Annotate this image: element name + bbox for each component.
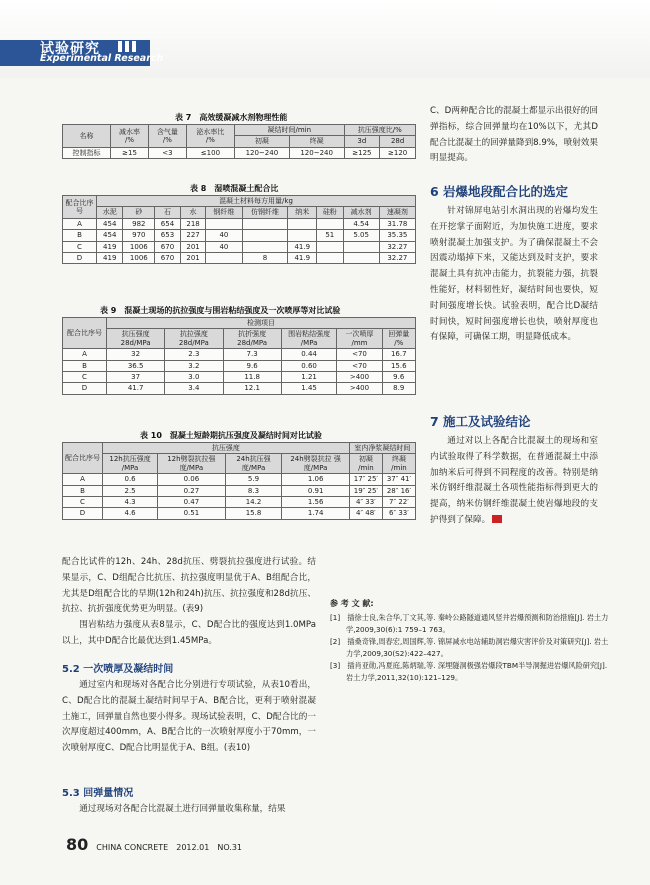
table9-caption: 表 9 混凝土现场的抗拉强度与围岩粘结强度及一次喷厚等对比试验 — [100, 306, 341, 315]
table-cell: ≤100 — [186, 147, 234, 158]
table-cell: A — [63, 474, 103, 485]
table-cell: 0.27 — [158, 485, 226, 496]
column-header: 抗拉强度 28d/MPa — [165, 329, 223, 349]
banner-bars-icon — [118, 41, 136, 52]
table-cell: 28″ 16′ — [382, 485, 415, 496]
table-row — [63, 230, 416, 241]
table9 — [62, 317, 416, 395]
table-cell: 1.21 — [281, 371, 337, 382]
table-cell: 0.91 — [282, 485, 350, 496]
table-cell: <3 — [148, 147, 186, 158]
column-header: 速凝剂 — [379, 207, 415, 218]
column-header: 钢纤维 — [206, 207, 242, 218]
table-cell: 3.0 — [165, 371, 223, 382]
table-cell: 670 — [155, 252, 181, 263]
table-cell — [206, 252, 242, 263]
table-cell: 201 — [180, 252, 206, 263]
reference-item: [1] 插徐士良,朱合华,丁文其,等. 秦岭公路隧道通风竖井岩爆预测和防治措施[J]. 岩土力学,2009,30(6):1 759–1 763。 — [330, 613, 609, 634]
t9-h-mix: 配合比序号 — [63, 318, 107, 349]
column-header: 仿钢纤维 — [242, 207, 288, 218]
table-cell: 1006 — [123, 241, 155, 252]
table-cell: 982 — [123, 218, 155, 229]
table-cell: 9.6 — [382, 371, 416, 382]
table10 — [62, 442, 416, 520]
table-cell: 0.47 — [158, 496, 226, 507]
table-cell: ≥125 — [344, 147, 380, 158]
paragraph: C、D两种配合比的混凝土都显示出很好的回弹指标，综合回弹量均在10%以下，尤其D配合比混凝土的回弹量降到8.9%，喷射效果明显提高。 — [430, 106, 598, 164]
t7-h-comp-3d: 3d — [344, 136, 380, 147]
page-number: 80 — [66, 835, 89, 854]
table-cell: 419 — [97, 252, 123, 263]
column-header: 抗压强度 28d/MPa — [107, 329, 165, 349]
paragraph: 针对锦屏电站引水洞出现的岩爆均发生在开挖掌子面附近，为加快施工进度，要求喷射混凝土加强支护。为了确保混凝土不会因震动塌掉下来，又能达到及时支护，要求混凝土具有抗冲击能力，抗裂能力强，抗裂性能好，材料韧性好，凝结时间也要快，短时间强度增长快。试验表明，配合比D凝结时间快，短时间强度增长也快，喷射厚度也有保障，可确保工期，明显降低成本。 — [430, 206, 598, 343]
table7-caption: 表 7 高效缓凝减水剂物理性能 — [175, 113, 288, 122]
column-header: 回弹量 /% — [382, 329, 416, 349]
t7-h-comp: 抗压强度比/% — [344, 125, 415, 136]
t7-h-bleed: 泌水率比 /% — [186, 125, 234, 148]
table-cell: A — [63, 349, 107, 360]
t10-h-lab: 室内净浆凝结时间 — [349, 443, 415, 454]
journal-name: CHINA CONCRETE — [96, 843, 169, 852]
table10-caption: 表 10 混凝土短龄期抗压强度及凝结时间对比试验 — [140, 431, 322, 440]
paragraph: 通过现场对各配合比混凝土进行回弹量收集称量，结果 — [79, 804, 286, 814]
table-cell: 15.8 — [225, 508, 282, 519]
paragraph: 围岩粘结力强度从表8显示，C、D配合比的强度达到1.0MPa以上，其中D配合比最优达到1.45MPa。 — [62, 620, 316, 646]
table-cell — [242, 218, 288, 229]
table-cell: 201 — [180, 241, 206, 252]
table-cell: 15.6 — [382, 360, 416, 371]
right-body-3 — [430, 434, 598, 529]
table-cell: >400 — [337, 371, 382, 382]
table-cell: 3.4 — [165, 383, 223, 394]
table-row — [63, 360, 416, 371]
table-cell: 654 — [155, 218, 181, 229]
reference-item: [3] 插肖亚勋,冯夏庭,陈炳瑞,等. 深埋隧洞极强岩爆段TBM半导洞掘进岩爆风险研究[J]. 岩土力学,2011,32(10):121–129。 — [330, 661, 608, 682]
table8 — [62, 195, 416, 264]
table-cell: 12.1 — [223, 383, 281, 394]
table-cell: 454 — [97, 230, 123, 241]
issue-number: NO.31 — [217, 843, 243, 852]
section-heading: 6 岩爆地段配合比的选定 — [430, 184, 569, 199]
paragraph: 通过室内和现场对各配合比分别进行专项试验，从表10看出，C、D配合比的混凝土凝结时间早于A、B配合比，更利于喷射混凝土施工，回弹量自然也要小得多。现场试验表明，C、D配合比的一次厚度超过400mm，A、B配合比的一次喷射厚度小于70mm，一次喷射厚度C、D配合比明显优于A、B组。(表10) — [62, 680, 316, 754]
table-cell: 2.5 — [103, 485, 158, 496]
column-header: 围岩粘结强度 /MPa — [281, 329, 337, 349]
table-row — [63, 383, 416, 394]
table-cell: ≥120 — [380, 147, 416, 158]
t7-h-name: 名称 — [63, 125, 111, 148]
table-cell: <70 — [337, 360, 382, 371]
t10-h-strength: 抗压强度 — [103, 443, 350, 454]
column-header: 减水剂 — [343, 207, 379, 218]
table-row — [63, 496, 416, 507]
column-header: 初凝 /min — [349, 454, 382, 474]
table-cell — [242, 230, 288, 241]
table-cell — [288, 218, 317, 229]
table-cell: D — [63, 252, 97, 263]
table-cell: 4.6 — [103, 508, 158, 519]
table-row — [63, 241, 416, 252]
t7-h-air: 含气量 /% — [148, 125, 186, 148]
column-header: 终凝 /min — [382, 454, 415, 474]
t7-h-comp-28d: 28d — [380, 136, 416, 147]
table-cell: 4.54 — [343, 218, 379, 229]
table-cell: 218 — [180, 218, 206, 229]
column-header: 24h劈裂抗拉 强度/MPa — [282, 454, 350, 474]
table-cell: 41.9 — [288, 241, 317, 252]
table-cell: 控制指标 — [63, 147, 111, 158]
table-cell: 5.05 — [343, 230, 379, 241]
t7-h-water: 减水率 /% — [111, 125, 149, 148]
column-header: 24h抗压强 度/MPa — [225, 454, 282, 474]
table-cell: 4″ 48′ — [349, 508, 382, 519]
t10-h-mix: 配合比序号 — [63, 443, 103, 474]
t8-h-group: 混凝土材料每方用量/kg — [97, 196, 416, 207]
table-cell: 8.9 — [382, 383, 416, 394]
table-cell: 419 — [97, 241, 123, 252]
table-cell — [317, 241, 343, 252]
reference-item: [2] 插桑奇锋,周春宏,周国辉,等. 锦屏减水电站辅助洞岩爆灾害评价及对策研究[J]. 岩土力学,2009,30(S2):422–427。 — [330, 637, 609, 658]
table-cell: 51 — [317, 230, 343, 241]
left-body-1 — [62, 555, 316, 650]
table-cell: 120~240 — [289, 147, 344, 158]
t7-h-set-init: 初凝 — [234, 136, 289, 147]
table-row — [63, 252, 416, 263]
column-header: 12h劈裂抗拉强 度/MPa — [158, 454, 226, 474]
table-cell: 41.9 — [288, 252, 317, 263]
table-cell: D — [63, 508, 103, 519]
table-cell: 1.45 — [281, 383, 337, 394]
table-cell — [317, 252, 343, 263]
table-cell: ≥15 — [111, 147, 149, 158]
table-cell: 120~240 — [234, 147, 289, 158]
table-cell: 31.78 — [379, 218, 415, 229]
column-header: 水 — [180, 207, 206, 218]
right-body-1 — [430, 104, 598, 167]
table-cell: B — [63, 360, 107, 371]
table8-caption: 表 8 湿喷混凝土配合比 — [190, 184, 279, 193]
table-cell: 970 — [123, 230, 155, 241]
table-row — [63, 508, 416, 519]
column-header: 砂 — [123, 207, 155, 218]
table-cell: 9.6 — [223, 360, 281, 371]
paragraph: 通过对以上各配合比混凝土的现场和室内试验取得了科学数据，在普通混凝土中添加纳米后可得到不同程度的改善。特别是纳米仿钢纤维混凝土各项性能指标得到更大的提高，纳米仿钢纤维混凝土使岩爆地段的支护得到了保障。 — [430, 436, 598, 525]
left-body-3 — [62, 802, 316, 818]
table-cell: 1.06 — [282, 474, 350, 485]
subsection-heading: 5.2 一次喷厚及凝结时间 — [62, 664, 174, 675]
section-heading: 7 施工及试验结论 — [430, 414, 531, 429]
table-cell: 37 — [107, 371, 165, 382]
table-cell: 0.44 — [281, 349, 337, 360]
table-cell: 0.6 — [103, 474, 158, 485]
table-cell: C — [63, 371, 107, 382]
table-cell: 653 — [155, 230, 181, 241]
table-cell: 670 — [155, 241, 181, 252]
table-cell: 36.5 — [107, 360, 165, 371]
column-header: 纳米 — [288, 207, 317, 218]
table-cell: <70 — [337, 349, 382, 360]
table-cell: 32 — [107, 349, 165, 360]
t7-h-set-final: 终凝 — [289, 136, 344, 147]
right-body-2 — [430, 204, 598, 346]
table-row — [63, 485, 416, 496]
references-list — [330, 612, 610, 684]
table-cell: 41.7 — [107, 383, 165, 394]
table-cell: 6″ 33′ — [382, 508, 415, 519]
table-cell: 1.56 — [282, 496, 350, 507]
table-cell: 40 — [206, 230, 242, 241]
table-row — [63, 218, 416, 229]
table-cell: 19″ 25′ — [349, 485, 382, 496]
table-row — [63, 371, 416, 382]
table-cell: C — [63, 496, 103, 507]
table-cell: >400 — [337, 383, 382, 394]
left-body-2 — [62, 678, 316, 757]
table-cell: 0.60 — [281, 360, 337, 371]
paragraph: 配合比试件的12h、24h、28d抗压、劈裂抗拉强度进行试验。结果显示，C、D组配合比抗压、抗拉强度明显优于A、B组配合比，尤其是D组配合比的早期(12h和24h)抗压、抗拉强度和28d抗压、抗拉、抗折强度优势更为明显。(表9) — [62, 557, 316, 615]
table-cell: 8 — [242, 252, 288, 263]
column-header: 水泥 — [97, 207, 123, 218]
table-cell: 3.2 — [165, 360, 223, 371]
table-cell: 16.7 — [382, 349, 416, 360]
table-cell: 5.9 — [225, 474, 282, 485]
table-cell: 2.3 — [165, 349, 223, 360]
table-row — [63, 474, 416, 485]
t8-h-mix: 配合比序号 — [63, 196, 97, 219]
table-cell: 0.06 — [158, 474, 226, 485]
table-cell — [242, 241, 288, 252]
table-row — [63, 147, 416, 158]
end-of-article-icon — [492, 515, 502, 523]
table-cell — [288, 230, 317, 241]
table-cell: 8.3 — [225, 485, 282, 496]
column-header: 一次喷厚 /mm — [337, 329, 382, 349]
column-header: 石 — [155, 207, 181, 218]
table-cell: B — [63, 485, 103, 496]
table-row — [63, 349, 416, 360]
table-cell — [317, 218, 343, 229]
t7-h-set: 凝结时间/min — [234, 125, 344, 136]
table-cell: 1006 — [123, 252, 155, 263]
table-cell: 40 — [206, 241, 242, 252]
section-title: 试验研究 — [40, 41, 100, 57]
table-cell: 0.51 — [158, 508, 226, 519]
table-cell: 17″ 25′ — [349, 474, 382, 485]
table-cell: 4″ 33′ — [349, 496, 382, 507]
table7 — [62, 124, 416, 159]
table-cell: 7″ 22′ — [382, 496, 415, 507]
table-cell: 454 — [97, 218, 123, 229]
table-cell: 32.27 — [379, 252, 415, 263]
column-header: 硅粉 — [317, 207, 343, 218]
section-subtitle: Experimental Research — [40, 53, 164, 64]
column-header: 12h抗压强度 /MPa — [103, 454, 158, 474]
table-cell — [343, 241, 379, 252]
table-cell: C — [63, 241, 97, 252]
table-cell: 35.35 — [379, 230, 415, 241]
issue-date: 2012.01 — [176, 843, 210, 852]
references-title: 参 考 文 献: — [330, 599, 374, 608]
table-cell — [343, 252, 379, 263]
table-cell: 11.8 — [223, 371, 281, 382]
page-footer — [66, 835, 242, 854]
table-cell — [206, 218, 242, 229]
table-cell: D — [63, 383, 107, 394]
table-cell: 7.3 — [223, 349, 281, 360]
table-cell: 37″ 41′ — [382, 474, 415, 485]
table-cell: 14.2 — [225, 496, 282, 507]
column-header: 抗折强度 28d/MPa — [223, 329, 281, 349]
table-cell: 4.3 — [103, 496, 158, 507]
table-cell: 227 — [180, 230, 206, 241]
table-cell: A — [63, 218, 97, 229]
table-cell: 1.74 — [282, 508, 350, 519]
t9-h-group: 检测项目 — [107, 318, 416, 329]
table-cell: 32.27 — [379, 241, 415, 252]
table-cell: B — [63, 230, 97, 241]
subsection-heading: 5.3 回弹量情况 — [62, 788, 134, 799]
